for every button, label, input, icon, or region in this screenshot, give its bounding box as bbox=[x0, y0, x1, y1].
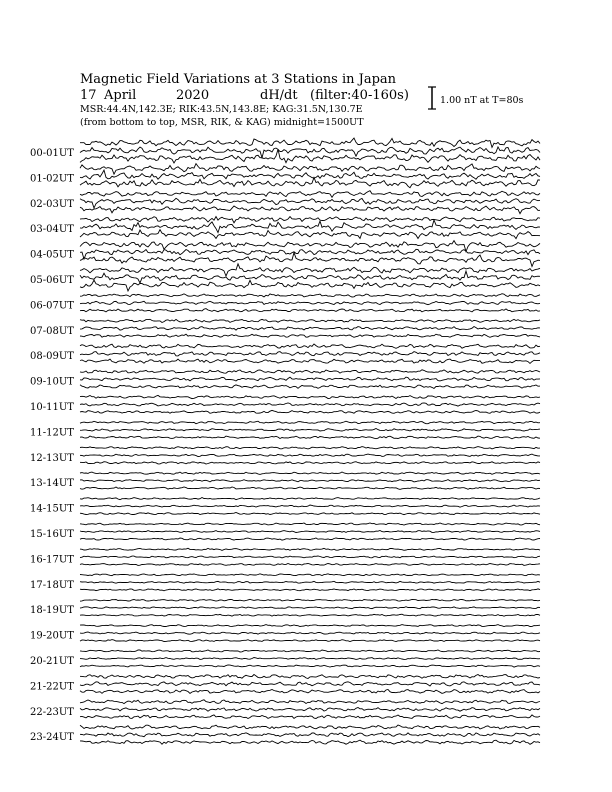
date-month: April bbox=[104, 88, 137, 103]
trace-kag bbox=[80, 264, 540, 276]
hour-label: 21-22UT bbox=[30, 681, 74, 693]
trace-rik bbox=[80, 480, 540, 482]
trace-rik bbox=[80, 505, 540, 507]
trace-msr bbox=[80, 436, 540, 439]
trace-msr bbox=[80, 690, 540, 694]
quantity-label: dH/dt bbox=[260, 88, 298, 103]
order-note: (from bottom to top, MSR, RIK, & KAG) midnight=1500UT bbox=[80, 117, 364, 128]
trace-kag bbox=[80, 395, 540, 398]
hour-label: 22-23UT bbox=[30, 706, 74, 718]
hour-label: 08-09UT bbox=[30, 351, 74, 363]
hour-label: 11-12UT bbox=[30, 427, 74, 439]
trace-msr bbox=[80, 564, 540, 566]
trace-msr bbox=[80, 665, 540, 667]
trace-kag bbox=[80, 675, 540, 679]
hour-label: 13-14UT bbox=[30, 478, 74, 490]
hour-label: 17-18UT bbox=[30, 579, 74, 591]
trace-msr bbox=[80, 715, 540, 719]
trace-rik bbox=[80, 682, 540, 686]
trace-msr bbox=[80, 487, 540, 489]
hour-label: 09-10UT bbox=[30, 376, 74, 388]
trace-rik bbox=[80, 429, 540, 432]
trace-rik bbox=[80, 581, 540, 583]
hour-label: 03-04UT bbox=[30, 224, 74, 236]
trace-msr bbox=[80, 462, 540, 464]
date-year: 2020 bbox=[176, 88, 210, 103]
trace-kag bbox=[80, 344, 540, 348]
trace-rik bbox=[80, 658, 540, 660]
hour-label: 14-15UT bbox=[30, 503, 74, 515]
trace-rik bbox=[80, 403, 540, 406]
trace-msr bbox=[80, 178, 540, 188]
trace-msr bbox=[80, 334, 540, 337]
trace-msr bbox=[80, 513, 540, 515]
trace-kag bbox=[80, 725, 540, 729]
trace-msr bbox=[80, 359, 540, 363]
filter-label: (filter:40-160s) bbox=[310, 88, 409, 103]
hour-label: 12-13UT bbox=[30, 452, 74, 464]
hour-label: 02-03UT bbox=[30, 198, 74, 210]
hour-label: 07-08UT bbox=[30, 325, 74, 337]
trace-rik bbox=[80, 632, 540, 634]
chart-title: Magnetic Field Variations at 3 Stations in Japan bbox=[80, 72, 397, 87]
trace-kag bbox=[80, 138, 540, 147]
trace-rik bbox=[80, 220, 540, 233]
trace-kag bbox=[80, 319, 540, 322]
hour-label: 05-06UT bbox=[30, 275, 74, 286]
trace-rik bbox=[80, 301, 540, 304]
hour-label: 20-21UT bbox=[30, 656, 74, 667]
trace-msr bbox=[80, 230, 540, 239]
trace-msr bbox=[80, 253, 540, 267]
trace-rik bbox=[80, 271, 540, 283]
date-day: 17 bbox=[80, 88, 97, 103]
trace-rik bbox=[80, 249, 540, 259]
trace-kag bbox=[80, 241, 540, 252]
trace-rik bbox=[80, 327, 540, 331]
hour-label: 16-17UT bbox=[30, 554, 74, 566]
hour-label: 10-11UT bbox=[30, 402, 74, 413]
trace-kag bbox=[80, 191, 540, 198]
hour-label: 01-02UT bbox=[30, 173, 74, 185]
hour-label: 15-16UT bbox=[30, 529, 74, 540]
station-coordinates: MSR:44.4N,142.3E; RIK:43.5N,143.8E; KAG:31.5N,130.7E bbox=[80, 104, 363, 115]
trace-kag bbox=[80, 650, 540, 652]
trace-msr bbox=[80, 640, 540, 642]
trace-kag bbox=[80, 599, 540, 601]
trace-msr bbox=[80, 280, 540, 291]
trace-msr bbox=[80, 206, 540, 214]
trace-rik bbox=[80, 454, 540, 456]
trace-msr bbox=[80, 614, 540, 616]
hour-label: 18-19UT bbox=[30, 605, 74, 617]
trace-msr bbox=[80, 385, 540, 389]
trace-kag bbox=[80, 370, 540, 374]
trace-kag bbox=[80, 548, 540, 550]
hour-label: 23-24UT bbox=[30, 732, 74, 744]
trace-kag bbox=[80, 498, 540, 500]
trace-rik bbox=[80, 607, 540, 609]
trace-rik bbox=[80, 352, 540, 356]
trace-rik bbox=[80, 377, 540, 381]
trace-kag bbox=[80, 164, 540, 175]
trace-rik bbox=[80, 556, 540, 558]
trace-msr bbox=[80, 410, 540, 413]
hour-label: 04-05UT bbox=[30, 249, 74, 261]
hour-label: 19-20UT bbox=[30, 630, 74, 642]
trace-kag bbox=[80, 523, 540, 525]
trace-kag bbox=[80, 472, 540, 474]
trace-rik bbox=[80, 708, 540, 712]
trace-rik bbox=[80, 531, 540, 533]
trace-kag bbox=[80, 217, 540, 223]
trace-rik bbox=[80, 147, 540, 158]
trace-kag bbox=[80, 294, 540, 297]
trace-msr bbox=[80, 309, 540, 312]
trace-kag bbox=[80, 625, 540, 627]
hour-label: 00-01UT bbox=[30, 148, 74, 159]
trace-kag bbox=[80, 700, 540, 704]
hour-label: 06-07UT bbox=[30, 300, 74, 312]
trace-rik bbox=[80, 198, 540, 208]
trace-kag bbox=[80, 421, 540, 424]
trace-kag bbox=[80, 447, 540, 449]
trace-kag bbox=[80, 574, 540, 576]
trace-msr bbox=[80, 740, 540, 744]
scale-bar bbox=[428, 87, 436, 109]
trace-rik bbox=[80, 733, 540, 737]
trace-msr bbox=[80, 538, 540, 540]
trace-msr bbox=[80, 589, 540, 591]
scale-bar-label: 1.00 nT at T=80s bbox=[440, 95, 524, 106]
trace-rik bbox=[80, 170, 540, 179]
